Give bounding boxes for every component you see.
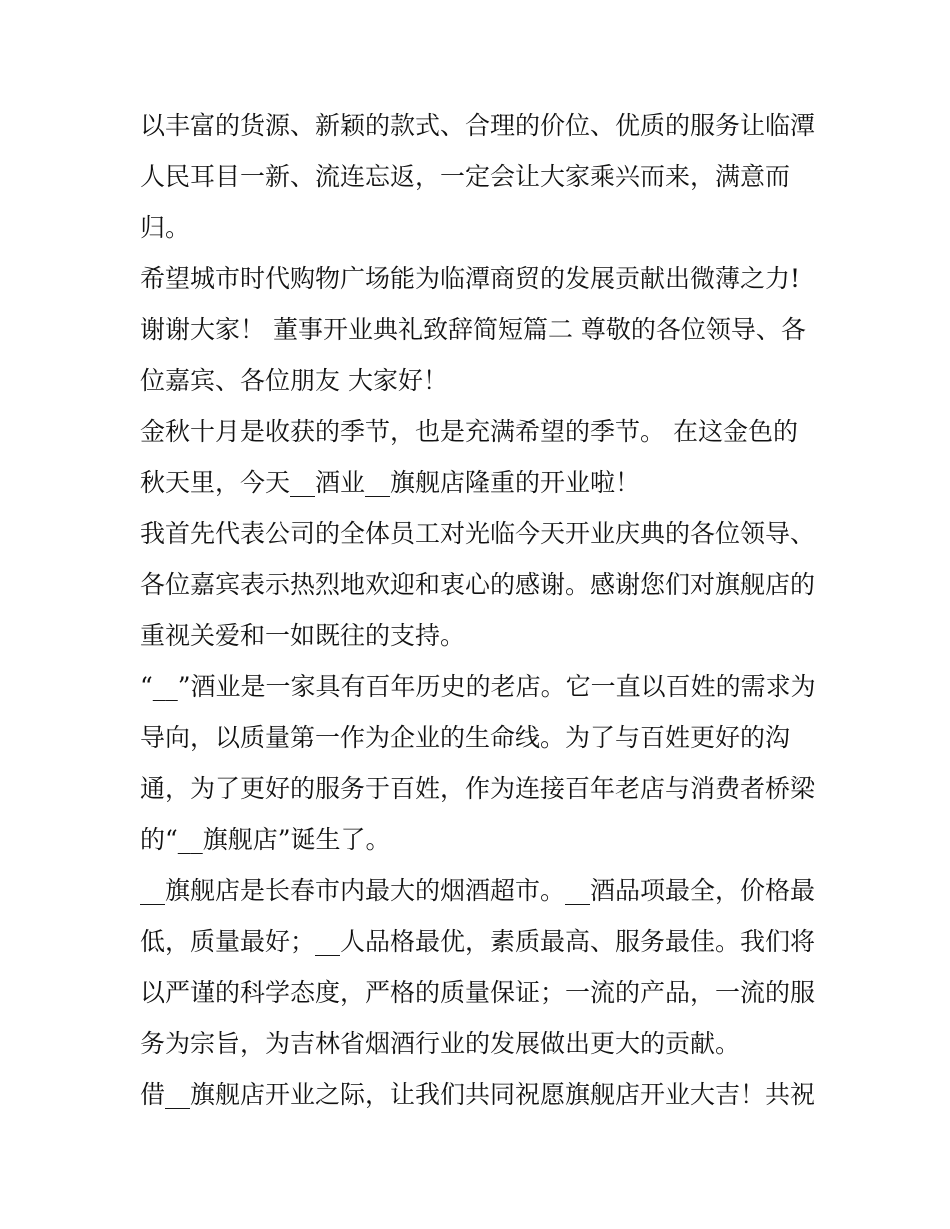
text-line: 谢谢大家！ 董事开业典礼致辞简短篇二 尊敬的各位领导、各 (140, 315, 806, 344)
text-line: 我首先代表公司的全体员工对光临今天开业庆典的各位领导、 (140, 519, 816, 548)
text-line: 的“__旗舰店”诞生了。 (140, 825, 391, 854)
text-line: 秋天里，今天__酒业__旗舰店隆重的开业啦！ (140, 468, 641, 497)
text-line: 人民耳目一新、流连忘返，一定会让大家乘兴而来，满意而 (140, 162, 791, 191)
text-line: 金秋十月是收获的季节，也是充满希望的季节。 在这金色的 (140, 417, 798, 446)
text-line: 归。 (140, 213, 191, 242)
text-line: 低，质量最好；__人品格最优，素质最高、服务最佳。我们将 (140, 927, 816, 956)
text-line: 重视关爱和一如既往的支持。 (140, 621, 466, 650)
text-line: “__”酒业是一家具有百年历史的老店。它一直以百姓的需求为 (140, 672, 816, 701)
text-line: 借__旗舰店开业之际，让我们共同祝愿旗舰店开业大吉！共祝 (140, 1080, 816, 1109)
text-line: 导向，以质量第一作为企业的生命线。为了与百姓更好的沟 (140, 723, 791, 752)
text-line: 务为宗旨，为吉林省烟酒行业的发展做出更大的贡献。 (140, 1029, 741, 1058)
text-line: 希望城市时代购物广场能为临潭商贸的发展贡献出微薄之力! (140, 264, 801, 293)
text-line: __旗舰店是长春市内最大的烟酒超市。__酒品项最全，价格最 (140, 876, 816, 905)
text-line: 以丰富的货源、新颖的款式、合理的价位、优质的服务让临潭 (140, 111, 816, 140)
document-body (140, 100, 820, 1120)
text-line: 通，为了更好的服务于百姓，作为连接百年老店与消费者桥梁 (140, 774, 816, 803)
text-line: 各位嘉宾表示热烈地欢迎和衷心的感谢。感谢您们对旗舰店的 (140, 570, 816, 599)
text-line: 以严谨的科学态度，严格的质量保证；一流的产品，一流的服 (140, 978, 816, 1007)
text-line: 位嘉宾、各位朋友 大家好！ (140, 366, 448, 395)
